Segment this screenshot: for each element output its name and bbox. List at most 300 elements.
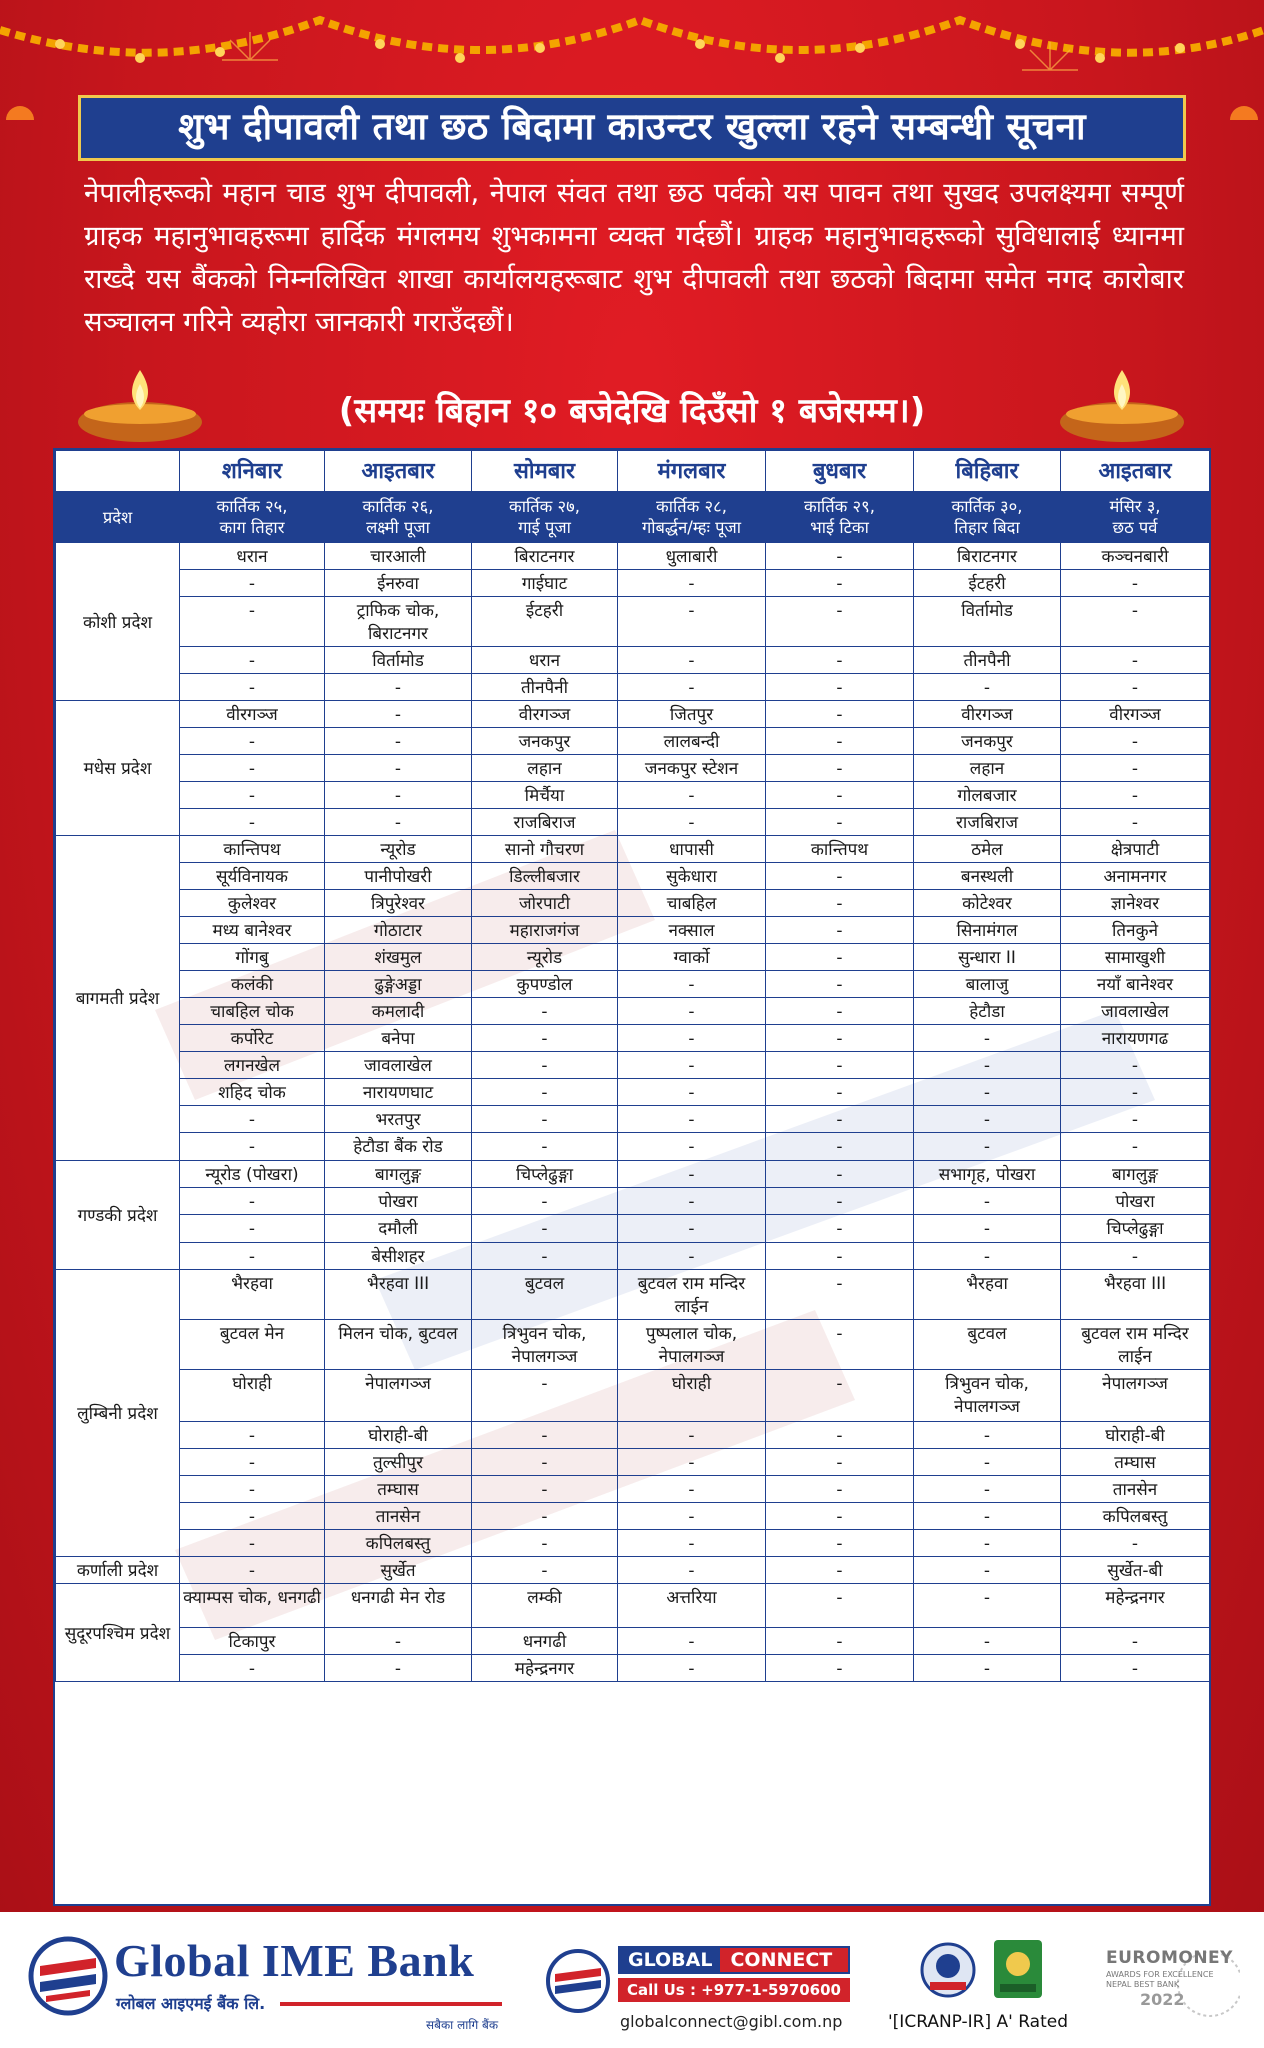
table-row xyxy=(56,917,1210,944)
date-header-line: कार्तिक २६, xyxy=(362,497,434,516)
branch-cell: - xyxy=(766,917,914,944)
branch-cell: सानो गौचरण xyxy=(472,836,618,863)
branch-cell: भैरहवा xyxy=(180,1270,325,1320)
day-header: बुधबार xyxy=(766,451,914,492)
branch-cell: - xyxy=(1061,809,1210,836)
branch-cell: बुटवल xyxy=(472,1270,618,1320)
table-row xyxy=(56,1243,1210,1270)
branch-cell: पोखरा xyxy=(1061,1188,1210,1215)
global-ime-logo-icon xyxy=(28,1936,108,2016)
branch-cell: - xyxy=(914,1655,1061,1682)
branch-cell: दमौली xyxy=(325,1215,472,1243)
province-name: सुदूरपश्चिम प्रदेश xyxy=(56,1584,180,1682)
branch-cell: - xyxy=(914,1188,1061,1215)
branch-cell: ईटहरी xyxy=(914,570,1061,597)
branch-cell: - xyxy=(618,782,766,809)
branch-cell: - xyxy=(618,998,766,1025)
branch-cell: - xyxy=(180,1422,325,1449)
branch-cell: - xyxy=(766,570,914,597)
date-header-line: गाई पूजा xyxy=(518,518,571,537)
branch-cell: कपिलबस्तु xyxy=(1061,1503,1210,1530)
branch-cell: तानसेन xyxy=(1061,1476,1210,1503)
branch-cell: बुटवल xyxy=(914,1320,1061,1370)
date-header-line: कार्तिक २८, xyxy=(656,497,727,516)
branch-cell: - xyxy=(618,1503,766,1530)
branch-cell: भरतपुर xyxy=(325,1106,472,1133)
branch-cell: - xyxy=(180,1557,325,1584)
branch-cell: - xyxy=(472,1133,618,1161)
branch-cell: ढुङ्गेअड्डा xyxy=(325,971,472,998)
ifm-award-badge-icon xyxy=(918,1940,978,2000)
branch-cell: - xyxy=(1061,1106,1210,1133)
branch-cell: - xyxy=(180,1133,325,1161)
branch-cell: विर्तामोड xyxy=(914,597,1061,647)
date-header-line: भाई टिका xyxy=(810,518,869,537)
table-row xyxy=(56,1584,1210,1628)
day-header: आइतबार xyxy=(325,451,472,492)
branch-cell: - xyxy=(766,1530,914,1557)
branch-cell: - xyxy=(180,1215,325,1243)
table-row xyxy=(56,597,1210,647)
branch-cell: चिप्लेढुङ्गा xyxy=(1061,1215,1210,1243)
branch-cell: चारआली xyxy=(325,543,472,570)
table-row xyxy=(56,809,1210,836)
branch-cell: - xyxy=(1061,728,1210,755)
date-header-line: काग तिहार xyxy=(219,518,285,537)
branch-cell: - xyxy=(180,647,325,674)
branch-cell: बागलुङ्ग xyxy=(325,1161,472,1188)
branch-cell: - xyxy=(766,1133,914,1161)
branch-cell: न्यूरोड xyxy=(325,836,472,863)
table-row xyxy=(56,755,1210,782)
branch-cell: - xyxy=(914,1628,1061,1655)
euromoney-subtitle: AWARDS FOR EXCELLENCE NEPAL BEST BANK xyxy=(1106,1970,1214,1989)
branch-cell: - xyxy=(618,1215,766,1243)
branch-cell: जावलाखेल xyxy=(325,1052,472,1079)
branch-cell: - xyxy=(325,1628,472,1655)
branch-cell: बागलुङ्ग xyxy=(1061,1161,1210,1188)
branch-cell: - xyxy=(618,1161,766,1188)
branch-cell: - xyxy=(766,1320,914,1370)
branch-cell: - xyxy=(618,1422,766,1449)
global-connect-a: GLOBAL xyxy=(620,1948,720,1972)
branch-cell: - xyxy=(618,1079,766,1106)
branch-cell: - xyxy=(914,1079,1061,1106)
branch-cell: - xyxy=(1061,1079,1210,1106)
province-name: मधेस प्रदेश xyxy=(56,701,180,836)
branch-cell: - xyxy=(180,674,325,701)
table-row xyxy=(56,647,1210,674)
branch-cell: - xyxy=(618,1530,766,1557)
branch-cell: - xyxy=(914,1503,1061,1530)
branch-cell: नयाँ बानेश्वर xyxy=(1061,971,1210,998)
table-row xyxy=(56,1025,1210,1052)
branch-cell: त्रिभुवन चोक, नेपालगञ्ज xyxy=(472,1320,618,1370)
branch-cell: धापासी xyxy=(618,836,766,863)
euromoney-title: EUROMONEY xyxy=(1106,1948,1233,1968)
branch-cell: - xyxy=(766,543,914,570)
branch-cell: - xyxy=(914,1449,1061,1476)
branch-cell: सामाखुशी xyxy=(1061,944,1210,971)
branch-cell: शंखमुल xyxy=(325,944,472,971)
branch-cell: - xyxy=(766,1025,914,1052)
date-header xyxy=(180,492,325,543)
province-header: प्रदेश xyxy=(56,492,180,543)
branch-cell: ठमेल xyxy=(914,836,1061,863)
branch-cell: - xyxy=(472,1079,618,1106)
branch-cell: घोराही-बी xyxy=(325,1422,472,1449)
date-header xyxy=(472,492,618,543)
branch-cell: - xyxy=(766,1215,914,1243)
branch-cell: भैरहवा xyxy=(914,1270,1061,1320)
branch-cell: न्यूरोड xyxy=(472,944,618,971)
branch-cell: - xyxy=(1061,782,1210,809)
branch-cell: सुर्खेत-बी xyxy=(1061,1557,1210,1584)
branch-cell: - xyxy=(180,1449,325,1476)
branch-cell: - xyxy=(766,1243,914,1270)
branch-cell: - xyxy=(472,1188,618,1215)
branch-cell: गोलबजार xyxy=(914,782,1061,809)
branch-cell: - xyxy=(618,1106,766,1133)
table-row xyxy=(56,1079,1210,1106)
branch-cell: - xyxy=(618,570,766,597)
table-row xyxy=(56,1422,1210,1449)
branch-cell: क्षेत्रपाटी xyxy=(1061,836,1210,863)
table-row xyxy=(56,570,1210,597)
branch-cell: नारायणगढ xyxy=(1061,1025,1210,1052)
branch-cell: चाबहिल xyxy=(618,890,766,917)
bank-name-nepali: ग्लोबल आइएमई बैंक लि. xyxy=(116,1994,266,2013)
branch-cell: सिनामंगल xyxy=(914,917,1061,944)
branch-cell: - xyxy=(914,1530,1061,1557)
table-row xyxy=(56,1370,1210,1422)
branch-cell: - xyxy=(180,809,325,836)
branch-cell: - xyxy=(618,1188,766,1215)
date-header-line: कार्तिक २९, xyxy=(804,497,875,516)
branch-cell: धुलाबारी xyxy=(618,543,766,570)
branch-cell: मिर्चैया xyxy=(472,782,618,809)
branch-cell: - xyxy=(325,755,472,782)
contact-email[interactable]: globalconnect@gibl.com.np xyxy=(620,2012,843,2031)
branch-cell: - xyxy=(618,971,766,998)
province-name: कोशी प्रदेश xyxy=(56,543,180,701)
table-row xyxy=(56,863,1210,890)
date-header xyxy=(618,492,766,543)
branch-cell: लम्की xyxy=(472,1584,618,1628)
date-header-line: लक्ष्मी पूजा xyxy=(366,518,430,537)
date-header xyxy=(766,492,914,543)
branch-cell: - xyxy=(1061,1133,1210,1161)
branch-cell: पानीपोखरी xyxy=(325,863,472,890)
branch-cell: - xyxy=(180,782,325,809)
table-row xyxy=(56,674,1210,701)
branch-cell: - xyxy=(618,1052,766,1079)
branch-cell: - xyxy=(180,1243,325,1270)
branch-cell: - xyxy=(766,1188,914,1215)
branch-cell: - xyxy=(472,1557,618,1584)
date-header-line: कार्तिक २५, xyxy=(216,497,288,516)
branch-cell: - xyxy=(472,998,618,1025)
branch-cell: - xyxy=(766,1161,914,1188)
table-row xyxy=(56,1503,1210,1530)
branch-cell: - xyxy=(618,809,766,836)
branch-cell: वीरगञ्ज xyxy=(180,701,325,728)
date-header xyxy=(325,492,472,543)
date-header xyxy=(914,492,1061,543)
branch-cell: त्रिभुवन चोक, नेपालगञ्ज xyxy=(914,1370,1061,1422)
branch-cell: महेन्द्रनगर xyxy=(1061,1584,1210,1628)
branch-cell: बनेपा xyxy=(325,1025,472,1052)
branch-cell: - xyxy=(472,1422,618,1449)
table-row xyxy=(56,782,1210,809)
table-row xyxy=(56,1320,1210,1370)
branch-cell: - xyxy=(766,1422,914,1449)
branch-cell: - xyxy=(618,1133,766,1161)
date-header-line: छठ पर्व xyxy=(1112,518,1158,537)
branch-cell: क्याम्पस चोक, धनगढी xyxy=(180,1584,325,1628)
branch-cell: - xyxy=(1061,597,1210,647)
the-banker-award-icon xyxy=(990,1938,1046,2002)
branch-cell: - xyxy=(325,1655,472,1682)
branch-cell: - xyxy=(766,1476,914,1503)
branch-cell: - xyxy=(766,1052,914,1079)
branch-cell: तिनकुने xyxy=(1061,917,1210,944)
branch-cell: लहान xyxy=(472,755,618,782)
branch-cell: ईनरुवा xyxy=(325,570,472,597)
branch-cell: - xyxy=(1061,1530,1210,1557)
branch-cell: - xyxy=(766,998,914,1025)
branch-cell: हेटौडा xyxy=(914,998,1061,1025)
branch-cell: धनगढी xyxy=(472,1628,618,1655)
date-header-line: कार्तिक २७, xyxy=(509,497,580,516)
branch-cell: महेन्द्रनगर xyxy=(472,1655,618,1682)
branch-cell: भैरहवा III xyxy=(1061,1270,1210,1320)
branch-cell: - xyxy=(766,1557,914,1584)
branch-cell: - xyxy=(914,1476,1061,1503)
branch-cell: - xyxy=(325,674,472,701)
branch-cell: जनकपुर xyxy=(914,728,1061,755)
branch-cell: - xyxy=(618,1449,766,1476)
branch-cell: - xyxy=(618,597,766,647)
table-row xyxy=(56,1476,1210,1503)
branch-cell: न्यूरोड (पोखरा) xyxy=(180,1161,325,1188)
branch-cell: नेपालगञ्ज xyxy=(325,1370,472,1422)
branch-cell: तम्घास xyxy=(325,1476,472,1503)
table-row xyxy=(56,971,1210,998)
branch-cell: कोटेश्वर xyxy=(914,890,1061,917)
day-header: सोमबार xyxy=(472,451,618,492)
branch-cell: - xyxy=(180,597,325,647)
branch-cell: लहान xyxy=(914,755,1061,782)
branch-cell: बुटवल राम मन्दिर लाईन xyxy=(618,1270,766,1320)
branch-cell: - xyxy=(914,1025,1061,1052)
branch-cell: कान्तिपथ xyxy=(180,836,325,863)
date-header-line: गोबर्द्धन/म्हः पूजा xyxy=(641,518,742,537)
branch-cell: लालबन्दी xyxy=(618,728,766,755)
branch-cell: - xyxy=(766,728,914,755)
branch-cell: तम्घास xyxy=(1061,1449,1210,1476)
date-header-line: कार्तिक ३०, xyxy=(951,497,1023,516)
branch-cell: - xyxy=(472,1370,618,1422)
day-header: बिहिबार xyxy=(914,451,1061,492)
table-row xyxy=(56,836,1210,863)
branch-cell: ज्ञानेश्वर xyxy=(1061,890,1210,917)
bank-tagline: सबैका लागि बैंक xyxy=(426,2018,499,2032)
branch-cell: राजबिराज xyxy=(472,809,618,836)
branch-cell: बुटवल मेन xyxy=(180,1320,325,1370)
table-row xyxy=(56,728,1210,755)
branch-cell: कर्पोरेट xyxy=(180,1025,325,1052)
notice-title: शुभ दीपावली तथा छठ बिदामा काउन्टर खुल्ला रहने सम्बन्धी सूचना xyxy=(78,95,1186,161)
branch-cell: कपिलबस्तु xyxy=(325,1530,472,1557)
branch-cell: बिराटनगर xyxy=(914,543,1061,570)
branch-cell: - xyxy=(1061,1655,1210,1682)
branch-cell: - xyxy=(1061,1052,1210,1079)
branch-cell: कुलेश्वर xyxy=(180,890,325,917)
table-row xyxy=(56,998,1210,1025)
branch-cell: घोराही xyxy=(180,1370,325,1422)
branch-cell: - xyxy=(180,1503,325,1530)
branch-cell: तानसेन xyxy=(325,1503,472,1530)
footer-divider xyxy=(280,2002,502,2006)
branch-cell: जितपुर xyxy=(618,701,766,728)
branch-cell: - xyxy=(472,1215,618,1243)
branch-cell: - xyxy=(766,782,914,809)
branch-cell: - xyxy=(766,1584,914,1628)
branch-cell: - xyxy=(180,1655,325,1682)
branch-cell: बनस्थली xyxy=(914,863,1061,890)
branch-cell: - xyxy=(766,809,914,836)
branch-cell: मध्य बानेश्वर xyxy=(180,917,325,944)
branch-cell: कमलादी xyxy=(325,998,472,1025)
branch-cell: तुल्सीपुर xyxy=(325,1449,472,1476)
branch-cell: जावलाखेल xyxy=(1061,998,1210,1025)
branch-cell: - xyxy=(1061,755,1210,782)
branch-cell: - xyxy=(325,782,472,809)
branch-cell: बालाजु xyxy=(914,971,1061,998)
branch-cell: - xyxy=(618,1628,766,1655)
branch-cell: - xyxy=(325,728,472,755)
branch-cell: वीरगञ्ज xyxy=(472,701,618,728)
footer xyxy=(0,1912,1264,2048)
branch-cell: - xyxy=(180,1188,325,1215)
branch-cell: जनकपुर xyxy=(472,728,618,755)
branch-cell: कान्तिपथ xyxy=(766,836,914,863)
branch-cell: - xyxy=(766,944,914,971)
global-connect-logo-icon xyxy=(545,1948,611,2014)
branch-cell: धनगढी मेन रोड xyxy=(325,1584,472,1628)
branch-cell: सुकेधारा xyxy=(618,863,766,890)
branch-cell: ग्वार्को xyxy=(618,944,766,971)
branch-cell: - xyxy=(180,1530,325,1557)
branch-cell: अत्तरिया xyxy=(618,1584,766,1628)
call-us-number[interactable]: Call Us : +977-1-5970600 xyxy=(618,1978,850,2002)
branch-cell: गोठाटार xyxy=(325,917,472,944)
branch-cell: - xyxy=(618,1025,766,1052)
intro-paragraph: नेपालीहरूको महान चाड शुभ दीपावली, नेपाल संवत तथा छठ पर्वको यस पावन तथा सुखद उपलक्ष्यमा सम्पूर्ण ग्राहक महानुभावहरूमा हार्दिक मंगलमय शुभकामना व्यक्त गर्दछौं। ग्राहक महानुभावहरूको सुविधालाई ध्यानमा राख्दै यस बैंकको निम्नलिखित शाखा कार्यालयहरूबाट शुभ दीपावली तथा छठको बिदामा समेत नगद कारोबार सञ्चालन गरिने व्यहोरा जानकारी गराउँदछौं। xyxy=(84,177,1184,338)
branch-cell: तीनपैनी xyxy=(914,647,1061,674)
date-header-line: मंसिर ३, xyxy=(1109,497,1161,516)
branch-cell: घोराही xyxy=(618,1370,766,1422)
branch-cell: सूर्यविनायक xyxy=(180,863,325,890)
branch-cell: - xyxy=(766,647,914,674)
branch-cell: महाराजगंज xyxy=(472,917,618,944)
branch-cell: - xyxy=(1061,674,1210,701)
branch-cell: नारायणघाट xyxy=(325,1079,472,1106)
branch-cell: राजबिराज xyxy=(914,809,1061,836)
branch-cell: कुपण्डोल xyxy=(472,971,618,998)
branch-cell: - xyxy=(618,1243,766,1270)
branch-cell: भैरहवा III xyxy=(325,1270,472,1320)
branch-cell: - xyxy=(472,1530,618,1557)
table-row xyxy=(56,1161,1210,1188)
table-row xyxy=(56,1270,1210,1320)
branch-cell: - xyxy=(914,1215,1061,1243)
branch-cell: बुटवल राम मन्दिर लाईन xyxy=(1061,1320,1210,1370)
branch-cell: - xyxy=(180,1476,325,1503)
branch-cell: अनामनगर xyxy=(1061,863,1210,890)
table-row xyxy=(56,701,1210,728)
province-name: कर्णाली प्रदेश xyxy=(56,1557,180,1584)
branch-cell: - xyxy=(180,570,325,597)
branch-cell: - xyxy=(766,1628,914,1655)
branch-cell: - xyxy=(472,1052,618,1079)
branch-cell: सुन्धारा II xyxy=(914,944,1061,971)
branch-cell: चिप्लेढुङ्गा xyxy=(472,1161,618,1188)
branch-cell: - xyxy=(618,674,766,701)
branch-cell: जोरपाटी xyxy=(472,890,618,917)
branch-cell: - xyxy=(180,728,325,755)
branch-cell: - xyxy=(325,701,472,728)
province-name: गण्डकी प्रदेश xyxy=(56,1161,180,1270)
day-header: शनिबार xyxy=(180,451,325,492)
branch-cell: पोखरा xyxy=(325,1188,472,1215)
branch-cell: - xyxy=(914,1243,1061,1270)
branch-cell: गोंगबु xyxy=(180,944,325,971)
branch-cell: सुर्खेत xyxy=(325,1557,472,1584)
day-header: मंगलबार xyxy=(618,451,766,492)
branch-cell: - xyxy=(766,1079,914,1106)
table-row xyxy=(56,1106,1210,1133)
branch-cell: - xyxy=(618,1476,766,1503)
table-row xyxy=(56,1133,1210,1161)
date-header xyxy=(1061,492,1210,543)
branch-cell: बिराटनगर xyxy=(472,543,618,570)
branch-cell: - xyxy=(766,971,914,998)
corner-cell xyxy=(56,451,180,492)
global-connect-badge xyxy=(618,1946,850,1974)
table-row xyxy=(56,890,1210,917)
province-name: लुम्बिनी प्रदेश xyxy=(56,1270,180,1557)
table-row xyxy=(56,1052,1210,1079)
branch-cell: जनकपुर स्टेशन xyxy=(618,755,766,782)
branch-cell: - xyxy=(766,1449,914,1476)
branch-cell: - xyxy=(766,701,914,728)
branch-cell: - xyxy=(766,890,914,917)
table-row xyxy=(56,1628,1210,1655)
branch-cell: - xyxy=(472,1476,618,1503)
branch-cell: गाईघाट xyxy=(472,570,618,597)
branch-cell: - xyxy=(472,1503,618,1530)
table-row xyxy=(56,1655,1210,1682)
branch-cell: - xyxy=(914,1052,1061,1079)
branch-cell: - xyxy=(766,863,914,890)
branch-cell: - xyxy=(618,647,766,674)
branch-cell: कञ्चनबारी xyxy=(1061,543,1210,570)
province-name: बागमती प्रदेश xyxy=(56,836,180,1161)
branch-cell: वीरगञ्ज xyxy=(914,701,1061,728)
branch-cell: नेपालगञ्ज xyxy=(1061,1370,1210,1422)
